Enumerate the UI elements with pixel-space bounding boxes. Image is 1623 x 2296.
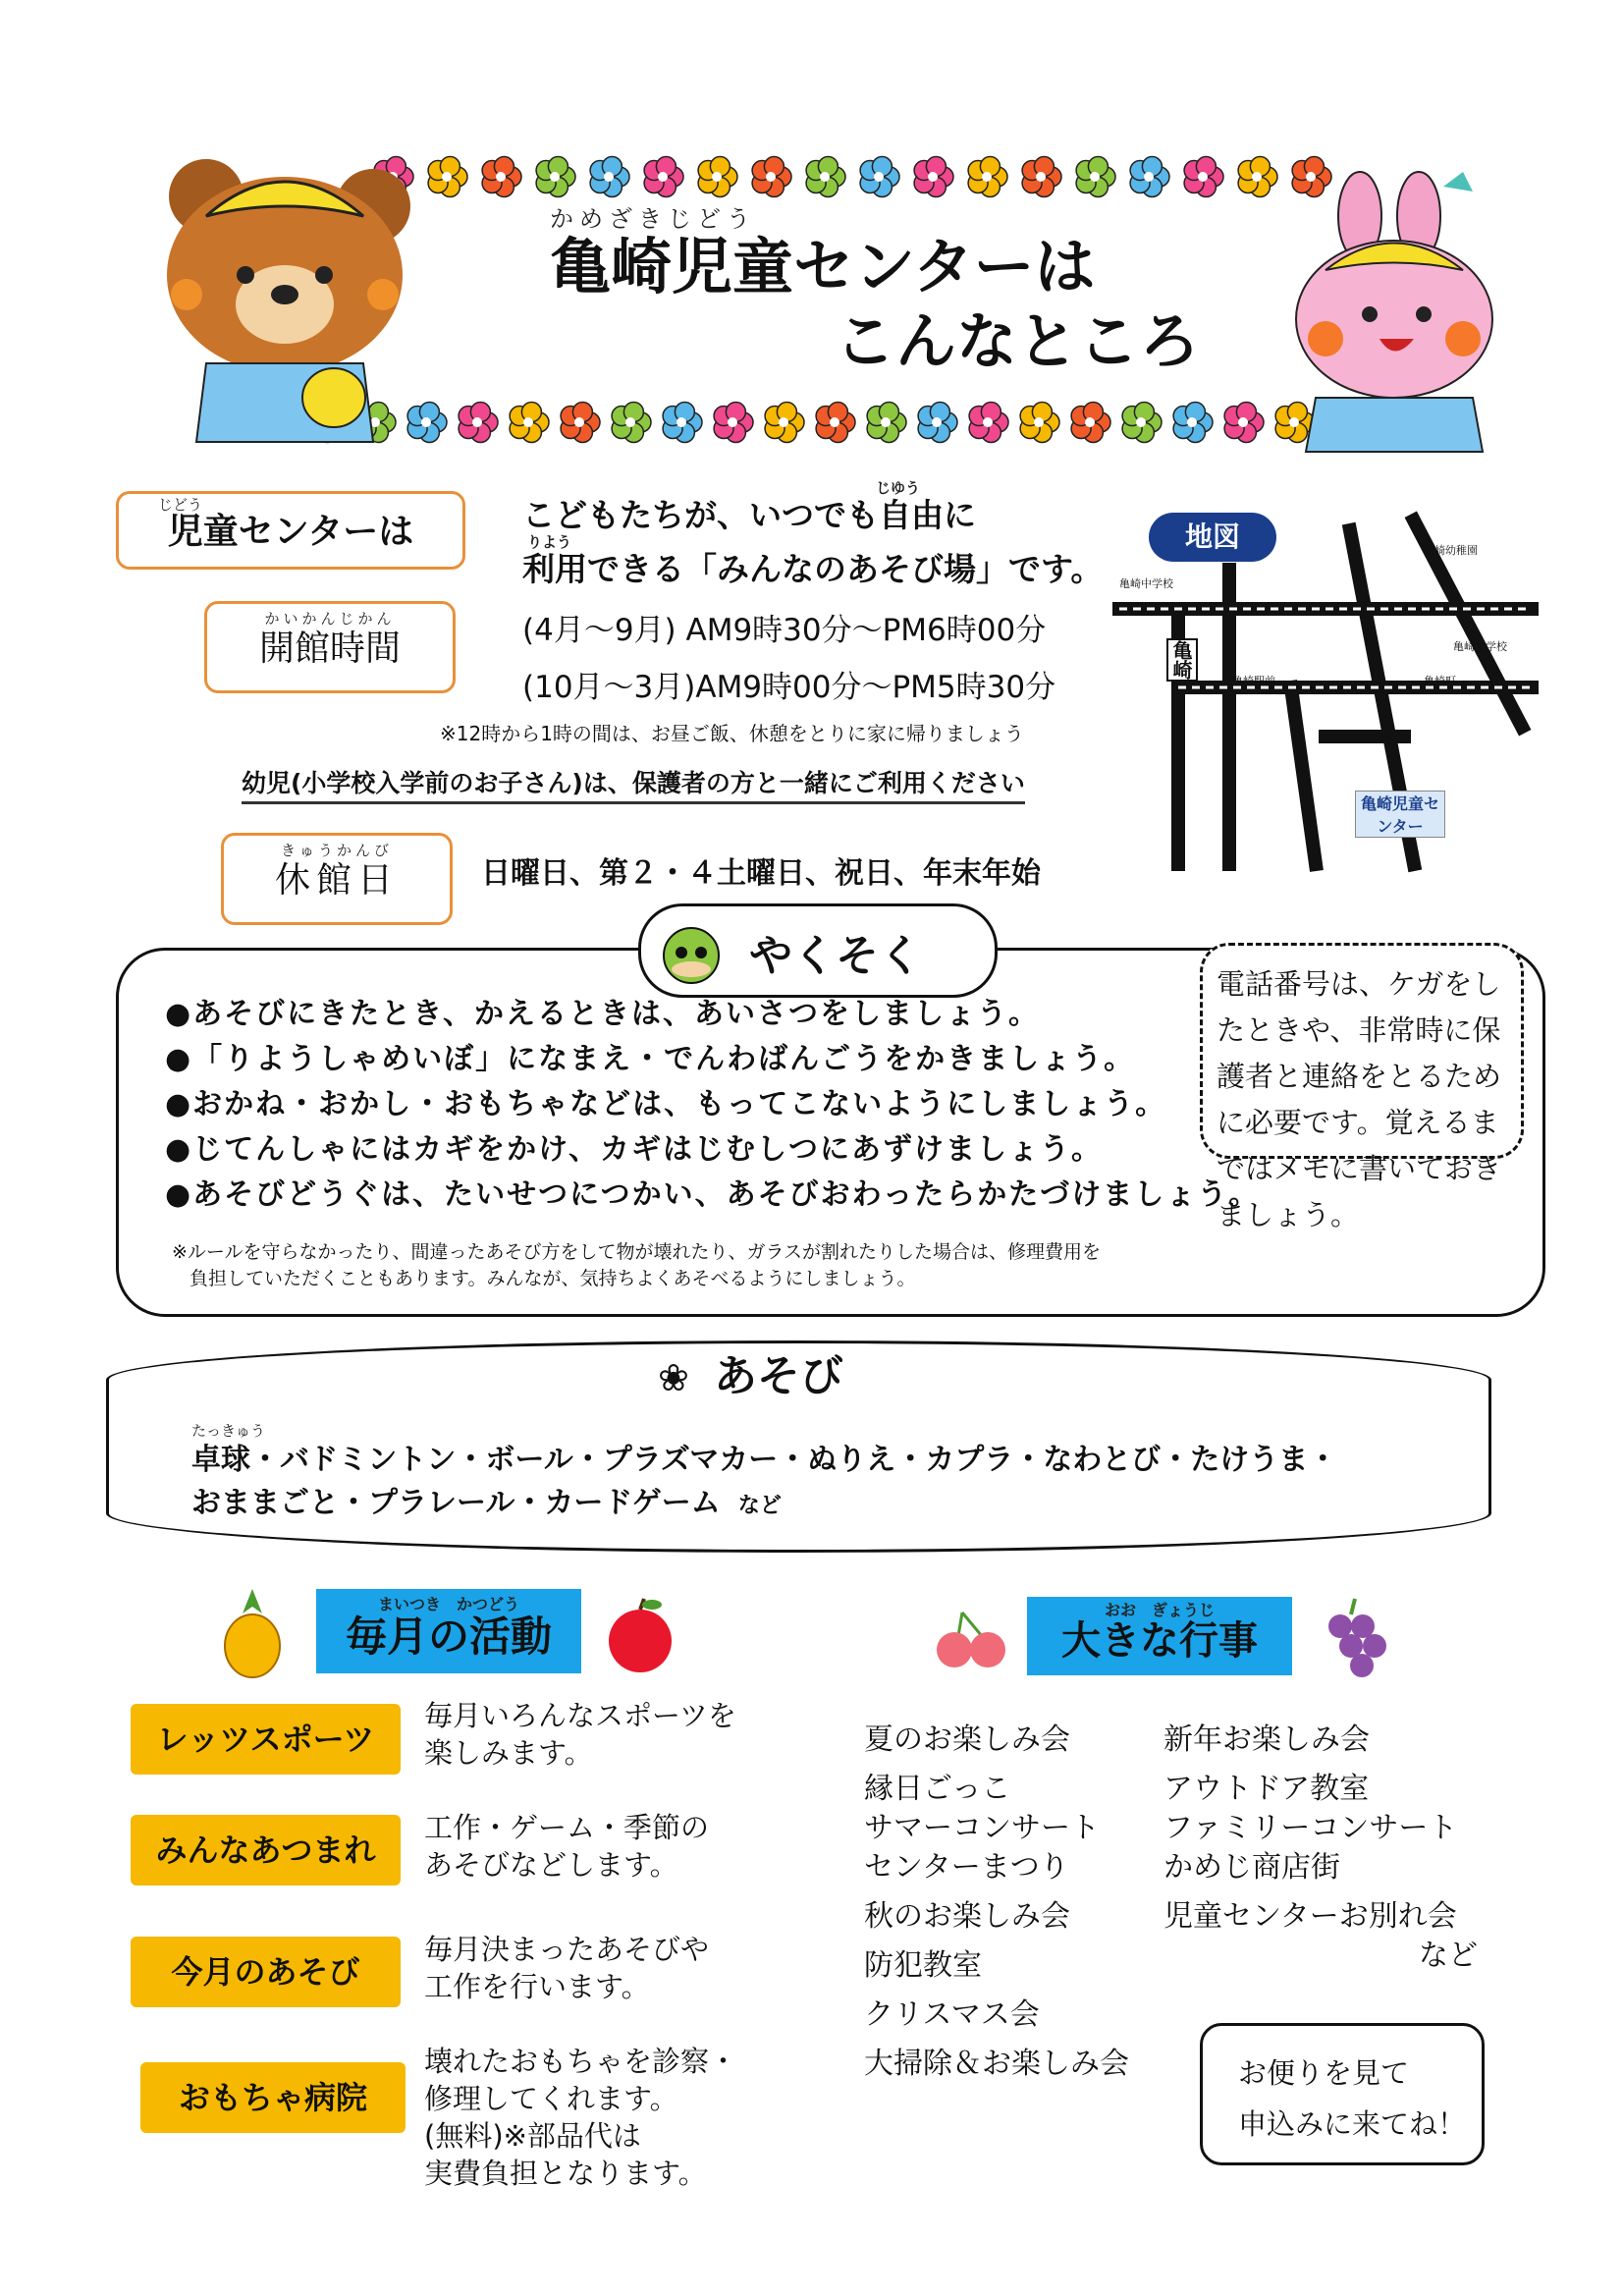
- map-image: [1119, 511, 1532, 884]
- activity-desc-sports: [424, 1697, 736, 1772]
- hours-label-box: [204, 601, 456, 693]
- activity-desc-toy-hospital-4: 実費負担となります。: [424, 2157, 707, 2190]
- event-1: 夏のお楽しみ会: [864, 1722, 1070, 1757]
- activity-desc-monthly-play-1: 毎月決まったあそびや: [424, 1933, 710, 1966]
- event-4: センターまつり: [864, 1850, 1069, 1885]
- closed-label-box: [221, 833, 453, 925]
- rule-2: ●「りようしゃめいぼ」になまえ・でんわばんごうをかきましょう。: [165, 1042, 1136, 1076]
- play-list: [191, 1424, 1337, 1528]
- map-label-station: 亀崎駅前: [1232, 675, 1275, 687]
- apple-icon: [601, 1597, 679, 1675]
- promise-note: [172, 1239, 1101, 1292]
- rule-1: ●あそびにきたとき、かえるときは、あいさつをしましょう。: [165, 997, 1040, 1031]
- activity-label-gather: みんなあつまれ: [131, 1815, 401, 1886]
- play-ruby: たっきゅう: [191, 1422, 266, 1440]
- notice-box: [1200, 2023, 1485, 2165]
- map-label-kindergarten: 亀崎幼稚園: [1424, 544, 1478, 557]
- rule-5: ●あそびどうぐは、たいせつにつかい、あそびおわったらかたづけましょう。: [165, 1177, 1261, 1212]
- event-2: 縁日ごっこ: [864, 1772, 1011, 1806]
- cherry-icon: [933, 1603, 1011, 1671]
- activity-desc-toy-hospital: [424, 2043, 737, 2192]
- play-title: あそび: [713, 1351, 843, 1401]
- hours-label: 開館時間: [258, 629, 401, 669]
- promise-rules: [165, 992, 1260, 1218]
- events-title-ruby: おお ぎょうじ: [1104, 1601, 1215, 1619]
- event-3: サマーコンサート: [864, 1811, 1100, 1845]
- event-5: 秋のお楽しみ会: [864, 1899, 1070, 1934]
- event-7: クリスマス会: [864, 1997, 1040, 2032]
- phone-note-bubble: 電話番号は、ケガをしたときや、非常時に保護者と連絡をとるために必要です。覚えるまではメモに書いておきましょう。: [1200, 943, 1524, 1159]
- events-col-1: [864, 1721, 1129, 2084]
- notice-line-2: 申込みに来てね！: [1238, 2107, 1467, 2141]
- closed-label: 休館日: [274, 860, 399, 901]
- flower-icon: ❀: [658, 1356, 689, 1399]
- activity-label-sports: レッツスポーツ: [131, 1704, 401, 1775]
- activity-desc-sports-1: 毎月いろんなスポーツを: [424, 1699, 736, 1732]
- map-label-elementary: 亀崎小学校: [1453, 640, 1507, 653]
- title-ruby: かめざきじどう: [550, 205, 756, 233]
- intro-line2-ruby: りよう: [527, 533, 572, 551]
- map-title-badge: 地図: [1149, 513, 1276, 562]
- activity-desc-gather-2: あそびなどします。: [424, 1848, 678, 1882]
- intro-line-2: 利用できる「みんなのあそび場」です。: [522, 550, 1104, 588]
- event-12: かめじ商店街: [1163, 1850, 1340, 1885]
- play-line-1: 卓球・バドミントン・ボール・プラズマカー・ぬりえ・カプラ・なわとび・たけうま・: [191, 1443, 1338, 1477]
- intro-label: 児童センターは: [167, 512, 414, 552]
- title-line-1: 亀崎児童センターは: [550, 231, 1096, 302]
- rabbit-mascot-image: [1276, 177, 1512, 452]
- map-label-town: 亀崎町: [1424, 675, 1456, 687]
- intro-line1-ruby: じゆう: [876, 479, 921, 497]
- event-11: ファミリーコンサート: [1163, 1811, 1458, 1845]
- activity-label-monthly-play: 今月のあそび: [131, 1937, 401, 2007]
- promise-note-2: 負担していただくこともあります。みんなが、気持ちよくあそべるようにしましょう。: [189, 1268, 916, 1289]
- intro-label-box: [116, 491, 465, 570]
- map-label-center: 亀崎児童センター: [1355, 791, 1445, 838]
- monthly-title-box: [316, 1589, 581, 1673]
- play-title-row: [658, 1340, 952, 1399]
- map-area: [1119, 511, 1532, 884]
- activity-desc-toy-hospital-3: (無料)※部品代は: [424, 2119, 641, 2153]
- intro-text: [522, 481, 1103, 589]
- activity-desc-gather: [424, 1809, 709, 1884]
- activity-desc-monthly-play: [424, 1931, 709, 2005]
- map-label-kamezaki: 亀崎: [1166, 638, 1198, 682]
- intro-label-ruby: じどう: [158, 496, 203, 514]
- events-etc: など: [1419, 1939, 1478, 1973]
- closed-label-ruby: きゅうかんび: [280, 842, 393, 859]
- events-title-box: [1027, 1597, 1292, 1675]
- page-title: [550, 206, 1217, 381]
- activity-desc-sports-2: 楽しみます。: [424, 1736, 593, 1770]
- infant-notice: 幼児(小学校入学前のお子さん)は、保護者の方と一緒にご利用ください: [242, 766, 1025, 804]
- title-line-2: こんなところ: [835, 305, 1201, 377]
- rule-3: ●おかね・おかし・おもちゃなどは、もってこないようにしましょう。: [165, 1087, 1167, 1121]
- event-10: アウトドア教室: [1163, 1772, 1370, 1806]
- activity-desc-toy-hospital-1: 壊れたおもちゃを診察・: [424, 2045, 738, 2078]
- hours-row-2: (10月～3月)AM9時00分～PM5時30分: [522, 670, 1056, 705]
- events-title: 大きな行事: [1061, 1618, 1258, 1664]
- promise-title: やくそく: [749, 931, 922, 981]
- bear-mascot-image: [137, 157, 422, 452]
- event-8: 大掃除＆お楽しみ会: [864, 2047, 1129, 2081]
- event-13: 児童センターお別れ会: [1163, 1899, 1457, 1934]
- event-6: 防犯教室: [864, 1948, 982, 1983]
- rule-4: ●じてんしゃにはカギをかけ、カギはじむしつにあずけましょう。: [165, 1132, 1103, 1167]
- promise-note-1: ※ルールを守らなかったり、間違ったあそび方をして物が壊れたり、ガラスが割れたりした場合は、修理費用を: [172, 1241, 1101, 1263]
- pineapple-icon: [218, 1589, 287, 1677]
- intro-line-1: こどもたちが、いつでも自由に: [522, 496, 976, 534]
- notice-line-1: お便りを見て: [1238, 2056, 1410, 2090]
- event-9: 新年お楽しみ会: [1163, 1722, 1370, 1757]
- events-col-2: [1163, 1721, 1478, 1976]
- hours-note: ※12時から1時の間は、お昼ご飯、休憩をとりに家に帰りましょう: [440, 722, 1024, 745]
- activity-desc-toy-hospital-2: 修理してくれます。: [424, 2082, 678, 2115]
- promise-title-cloud: [638, 903, 998, 998]
- activity-desc-gather-1: 工作・ゲーム・季節の: [424, 1811, 710, 1844]
- play-etc: など: [737, 1494, 782, 1518]
- monthly-title-ruby: まいつき かつどう: [377, 1595, 519, 1613]
- hours-row-1: (4月～9月) AM9時30分～PM6時00分: [522, 613, 1047, 648]
- closed-text: 日曜日、第２・４土曜日、祝日、年末年始: [481, 856, 1041, 891]
- hours-label-ruby: かいかんじかん: [264, 610, 396, 628]
- grape-icon: [1316, 1597, 1394, 1680]
- monthly-title: 毎月の活動: [345, 1613, 552, 1661]
- play-line-2: おままごと・プラレール・カードゲーム など: [191, 1486, 782, 1520]
- activity-desc-monthly-play-2: 工作を行います。: [424, 1970, 650, 2003]
- map-label-junior-high: 亀崎中学校: [1119, 577, 1173, 590]
- activity-label-toy-hospital: おもちゃ病院: [140, 2062, 406, 2133]
- bug-icon: [647, 918, 735, 987]
